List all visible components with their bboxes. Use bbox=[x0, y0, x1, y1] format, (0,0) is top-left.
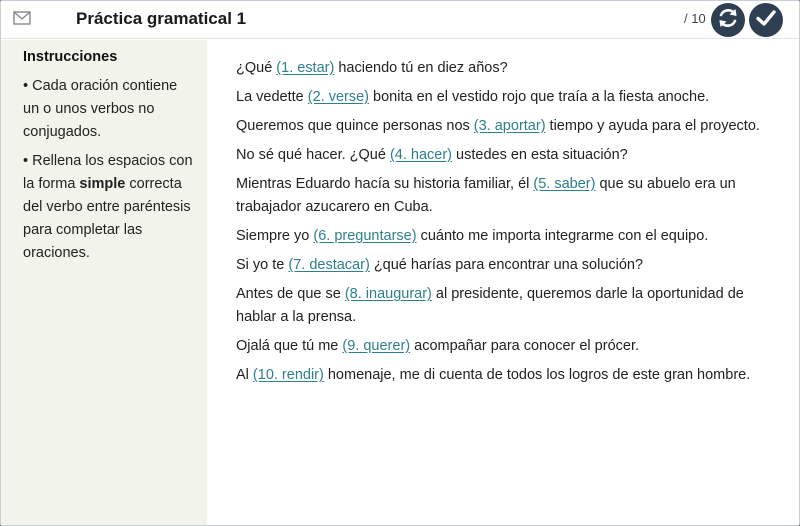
sentence-5 bbox=[236, 173, 766, 219]
blank-7[interactable]: (7. destacar) bbox=[288, 257, 370, 273]
instruction-item-2-rest: correcta del verbo entre paréntesis para completar las oraciones. bbox=[23, 176, 191, 261]
sentence-3 bbox=[236, 115, 766, 138]
blank-1[interactable]: (1. estar) bbox=[276, 60, 335, 76]
blank-9[interactable]: (9. querer) bbox=[342, 338, 411, 354]
sentences-list bbox=[236, 57, 766, 393]
sentence-text: al presidente, queremos darle la oportunidad de hablar a la prensa. bbox=[236, 286, 744, 325]
sentence-text: Mientras Eduardo hacía su historia familiar, él bbox=[236, 176, 534, 192]
blank-4[interactable]: (4. hacer) bbox=[389, 147, 453, 163]
sentence-text: Al bbox=[236, 367, 253, 383]
refresh-button[interactable] bbox=[711, 3, 745, 37]
sentence-6 bbox=[236, 225, 766, 248]
blank-8[interactable]: (8. inaugurar) bbox=[344, 286, 432, 302]
instruction-item-2 bbox=[23, 150, 195, 265]
sentence-text: ¿qué harías para encontrar una solución? bbox=[369, 257, 644, 273]
sentence-1 bbox=[236, 57, 766, 80]
instructions-heading: Instrucciones bbox=[23, 49, 118, 65]
sentence-text: Ojalá que tú me bbox=[236, 338, 343, 354]
sentence-text: bonita en el vestido rojo que traía a la fiesta anoche. bbox=[369, 89, 710, 105]
page-title: Práctica gramatical 1 bbox=[76, 9, 247, 28]
mail-icon[interactable] bbox=[13, 11, 31, 25]
blank-2[interactable]: (2. verse) bbox=[307, 89, 369, 105]
sentence-text: Siempre yo bbox=[236, 228, 314, 244]
blank-3[interactable]: (3. aportar) bbox=[473, 118, 546, 134]
sentence-text: No sé qué hacer. ¿Qué bbox=[236, 147, 390, 163]
sentence-8 bbox=[236, 283, 766, 329]
instruction-item-2-bold: simple bbox=[79, 176, 126, 192]
sentence-text: homenaje, me di cuenta de todos los logros de este gran hombre. bbox=[323, 367, 751, 383]
question-counter: / 10 bbox=[684, 11, 706, 26]
refresh-icon bbox=[715, 5, 741, 36]
sentence-text: La vedette bbox=[236, 89, 308, 105]
sentence-text: haciendo tú en diez años? bbox=[334, 60, 508, 76]
sentence-7 bbox=[236, 254, 766, 277]
header-bar bbox=[1, 1, 799, 39]
blank-10[interactable]: (10. rendir) bbox=[252, 367, 324, 383]
instruction-item-1: • Cada oración contiene un o unos verbos no conjugados. bbox=[23, 78, 178, 140]
sentence-text: Queremos que quince personas nos bbox=[236, 118, 474, 134]
sentence-text: ustedes en esta situación? bbox=[452, 147, 628, 163]
sentence-text: que su abuelo era un trabajador azucarero en Cuba. bbox=[236, 176, 736, 215]
sentence-9 bbox=[236, 335, 766, 358]
sentence-text: acompañar para conocer el prócer. bbox=[410, 338, 640, 354]
sentence-2 bbox=[236, 86, 766, 109]
blank-6[interactable]: (6. preguntarse) bbox=[313, 228, 417, 244]
sentence-text: Antes de que se bbox=[236, 286, 345, 302]
check-button[interactable] bbox=[749, 3, 783, 37]
sentence-10 bbox=[236, 364, 766, 387]
sentence-text: cuánto me importa integrarme con el equipo. bbox=[416, 228, 709, 244]
check-icon bbox=[754, 6, 778, 35]
sentence-text: ¿Qué bbox=[236, 60, 277, 76]
sentence-text: tiempo y ayuda para el proyecto. bbox=[545, 118, 760, 134]
instruction-item-2-text: • Rellena los espacios con la forma bbox=[23, 153, 193, 192]
sentence-4 bbox=[236, 144, 766, 167]
instructions-sidebar bbox=[1, 40, 207, 526]
blank-5[interactable]: (5. saber) bbox=[533, 176, 596, 192]
sentence-text: Si yo te bbox=[236, 257, 289, 273]
